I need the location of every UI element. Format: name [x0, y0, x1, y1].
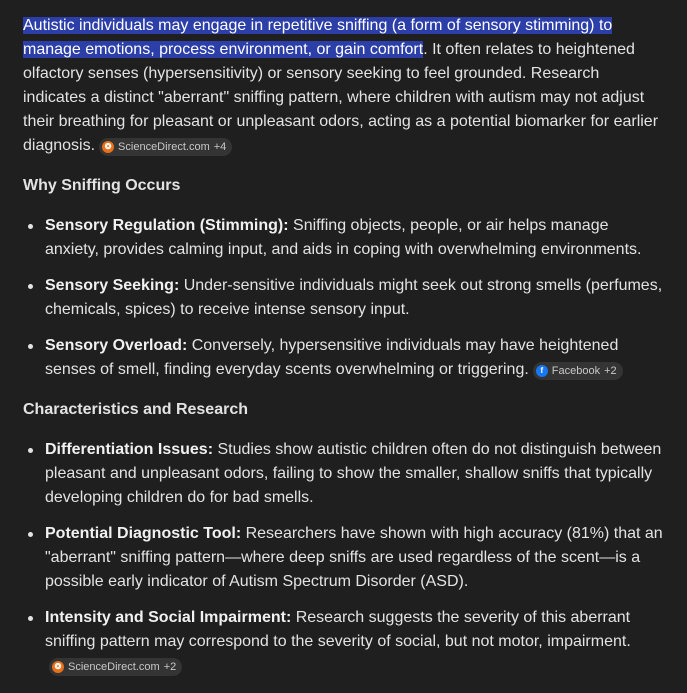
citation-chip-sciencedirect[interactable] [99, 138, 232, 156]
item-term: Sensory Seeking: [45, 277, 180, 294]
item-text: Conversely, hypersensitive individuals may have heightened senses of smell, finding everyday scents overwhelming or triggering. [45, 337, 619, 378]
sciencedirect-icon: ❂ [52, 661, 64, 673]
citation-chip-sciencedirect[interactable] [49, 658, 182, 676]
item-term: Sensory Regulation (Stimming): [45, 217, 289, 234]
item-text: Under-sensitive individuals might seek out strong smells (perfumes, chemicals, spices) to receive intense sensory input. [45, 277, 663, 318]
facebook-icon: f [536, 365, 548, 377]
item-term: Sensory Overload: [45, 337, 188, 354]
list-item [23, 522, 663, 594]
list-item [23, 606, 663, 678]
intro-paragraph [23, 14, 663, 158]
citation-more: +4 [213, 141, 227, 153]
citation-more: +2 [604, 365, 617, 377]
section-heading-why-sniffing: Why Sniffing Occurs [23, 177, 181, 194]
why-sniffing-list [23, 214, 663, 382]
section-heading-characteristics: Characteristics and Research [23, 401, 248, 418]
citation-more: +2 [163, 661, 177, 673]
item-text: Researchers have shown with high accuracy (81%) that an "aberrant" sniffing pattern—where deep sniffs are used regardless of the scent—is a possible early indicator of Autism Spectrum Disorder (ASD). [45, 525, 663, 590]
sciencedirect-icon: ❂ [102, 141, 114, 153]
citation-chip-facebook[interactable] [533, 362, 623, 380]
item-text: Sniffing objects, people, or air helps manage anxiety, provides calming input, and aids in coping with overwhelming environments. [45, 217, 642, 258]
item-text: Research suggests the severity of this aberrant sniffing pattern may correspond to the severity of social, but not motor, impairment. [45, 609, 631, 650]
list-item [23, 438, 663, 510]
intro-text: . It often relates to heightened olfactory senses (hypersensitivity) or sensory seeking to feel grounded. Research indicates a distinct "aberrant" sniffing pattern, where children with autism may not adjust their breathing for pleasant or unpleasant odors, acting as a potential biomarker for earlier diagnosis. [23, 41, 659, 154]
list-item [23, 334, 663, 382]
item-term: Differentiation Issues: [45, 441, 214, 458]
characteristics-list [23, 438, 663, 678]
citation-source: Facebook [551, 365, 601, 377]
item-term: Potential Diagnostic Tool: [45, 525, 242, 542]
item-term: Intensity and Social Impairment: [45, 609, 292, 626]
citation-source: ScienceDirect.com [68, 661, 160, 673]
list-item [23, 274, 663, 322]
item-text: Studies show autistic children often do not distinguish between pleasant and unpleasant odors, failing to show the smaller, shallow sniffs that typically developing children do for bad smells. [45, 441, 662, 506]
citation-source: ScienceDirect.com [118, 141, 210, 153]
highlighted-text: Autistic individuals may engage in repetitive sniffing (a form of sensory stimming) to manage emotions, process environment, or gain comfort [23, 17, 613, 58]
list-item [23, 214, 663, 262]
